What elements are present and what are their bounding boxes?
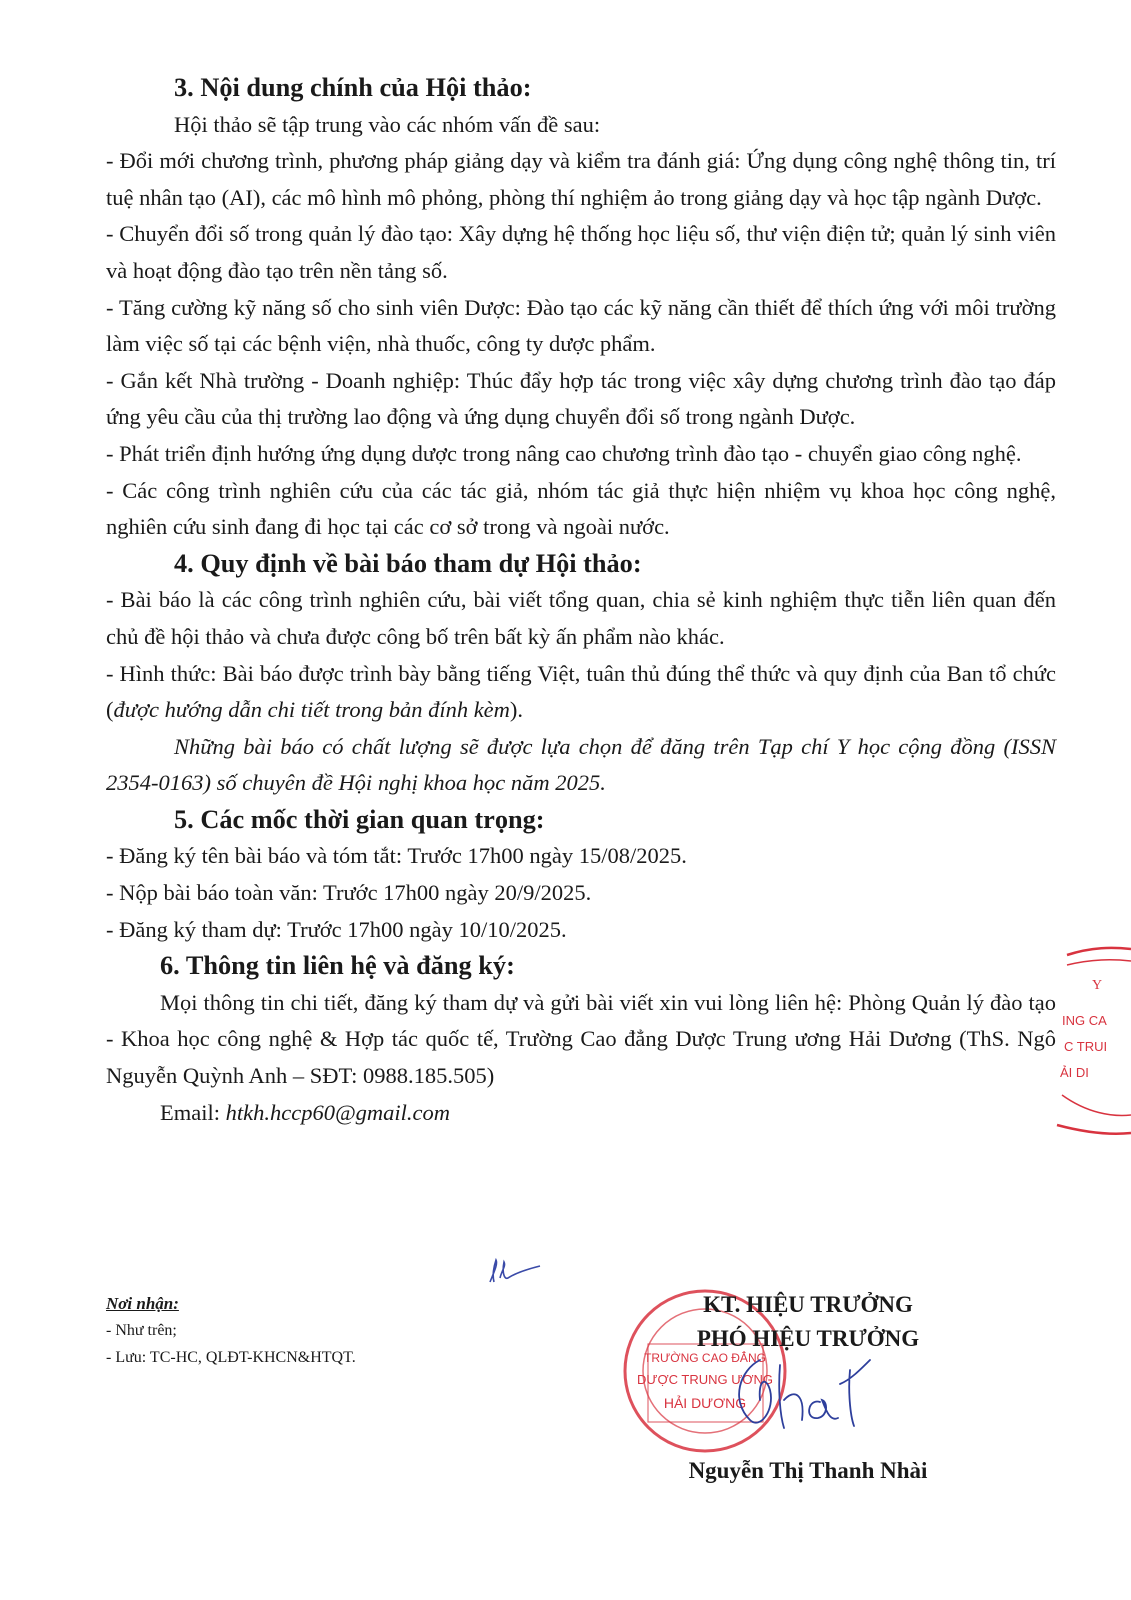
section-6-title: 6. Thông tin liên hệ và đăng ký: xyxy=(160,951,515,981)
section-3-item-6: - Các công trình nghiên cứu của các tác giả, nhóm tác giả thực hiện nhiệm vụ khoa học công nghệ, nghiên cứu sinh đang đi học tại các cơ sở trong và ngoài nước. xyxy=(106,477,1056,540)
section-3-item-2: - Chuyển đổi số trong quản lý đào tạo: Xây dựng hệ thống học liệu số, thư viện điện tử; quản lý sinh viên và hoạt động đào tạo trên nền tảng số. xyxy=(106,221,1056,283)
section-4-item-1: - Bài báo là các công trình nghiên cứu, bài viết tổng quan, chia sẻ kinh nghiệm thực tiễn liên quan đến chủ đề hội thảo và chưa được công bố trên bất kỳ ấn phẩm nào khác. xyxy=(106,587,1056,649)
side-seal-text: C TRUI xyxy=(1064,1039,1108,1054)
section-4-item-2-italic: được hướng dẫn chi tiết trong bản đính kèm xyxy=(113,697,510,723)
section-4-item-2-prefix: - Hình thức: Bài báo được trình bày bằng tiếng Việt, tuân thủ đúng thể thức và quy định của Ban tổ chức ( xyxy=(106,660,1056,723)
section-4-note: Những bài báo có chất lượng sẽ được lựa chọn để đăng trên Tạp chí Y học cộng đồng (ISSN 2354-0163) số chuyên đề Hội nghị khoa học năm 2025. xyxy=(106,733,1056,796)
initials-scribble-icon xyxy=(484,1252,544,1292)
seal-line-1: TRƯỜNG CAO ĐẲNG xyxy=(644,1351,766,1365)
section-3-title: 3. Nội dung chính của Hội thảo: xyxy=(174,73,532,102)
email-link[interactable]: htkh.hccp60@gmail.com xyxy=(225,1099,451,1125)
side-seal-fragment-icon xyxy=(1052,945,1131,1145)
section-3-item-1: - Đổi mới chương trình, phương pháp giảng dạy và kiểm tra đánh giá: Ứng dụng công nghệ thông tin, trí tuệ nhân tạo (AI), các mô hình mô phỏng, phòng thí nghiệm ảo trong giảng dạy và học tập ngành Dược. xyxy=(106,148,1056,210)
side-seal-text: ẢI DI xyxy=(1060,1065,1089,1080)
signature-line-2: PHÓ HIỆU TRƯỞNG xyxy=(696,1326,920,1351)
seal-line-3: HẢI DƯƠNG xyxy=(663,1395,747,1411)
signature-line-1: KT. HIỆU TRƯỞNG xyxy=(703,1292,913,1317)
section-5-item-1: - Đăng ký tên bài báo và tóm tắt: Trước 17h00 ngày 15/08/2025. xyxy=(106,843,687,869)
handwritten-signature-icon xyxy=(700,1340,890,1450)
recipient-item: - Như trên; xyxy=(106,1322,177,1339)
recipients-block xyxy=(106,1290,356,1371)
section-5-title: 5. Các mốc thời gian quan trọng: xyxy=(174,804,545,834)
side-seal-text: ING CA xyxy=(1062,1013,1107,1028)
section-3-item-5: - Phát triển định hướng ứng dụng dược trong nâng cao chương trình đào tạo - chuyển giao công nghệ. xyxy=(106,440,1022,466)
section-3-item-4: - Gắn kết Nhà trường - Doanh nghiệp: Thúc đẩy hợp tác trong việc xây dựng chương trình đào tạo đáp ứng yêu cầu của thị trường lao động và ứng dụng chuyển đổi số trong ngành Dược. xyxy=(106,367,1056,430)
section-3-item-3: - Tăng cường kỹ năng số cho sinh viên Dược: Đào tạo các kỹ năng cần thiết để thích ứng với môi trường làm việc số tại các bệnh viện, nhà thuốc, công ty dược phẩm. xyxy=(106,294,1056,357)
section-6-email-line xyxy=(106,1095,1056,1132)
section-5-item-2: - Nộp bài báo toàn văn: Trước 17h00 ngày 20/9/2025. xyxy=(106,880,592,906)
signer-name: Nguyễn Thị Thanh Nhài xyxy=(688,1458,928,1483)
section-4-title: 4. Quy định về bài báo tham dự Hội thảo: xyxy=(174,548,642,578)
section-4-item-2-suffix: ). xyxy=(509,697,524,723)
section-5-item-3: - Đăng ký tham dự: Trước 17h00 ngày 10/10/2025. xyxy=(106,916,567,942)
email-label: Email: xyxy=(160,1099,226,1125)
section-3-intro: Hội thảo sẽ tập trung vào các nhóm vấn đề sau: xyxy=(174,111,601,137)
section-6-contact: Mọi thông tin chi tiết, đăng ký tham dự và gửi bài viết xin vui lòng liên hệ: Phòng Quản lý đào tạo - Khoa học công nghệ & Hợp tác quốc tế, Trường Cao đẳng Dược Trung ương Hải Dương (ThS. Ngô Nguyễn Quỳnh Anh – SĐT: 0988.185.505) xyxy=(106,989,1056,1089)
document-body xyxy=(106,70,1056,1131)
side-seal-text: Y xyxy=(1092,978,1103,993)
section-4-item-2 xyxy=(106,656,1056,729)
seal-line-2: DƯỢC TRUNG ƯƠNG xyxy=(637,1372,773,1387)
recipients-title: Nơi nhận: xyxy=(106,1294,179,1313)
recipient-item: - Lưu: TC-HC, QLĐT-KHCN&HTQT. xyxy=(106,1349,356,1366)
